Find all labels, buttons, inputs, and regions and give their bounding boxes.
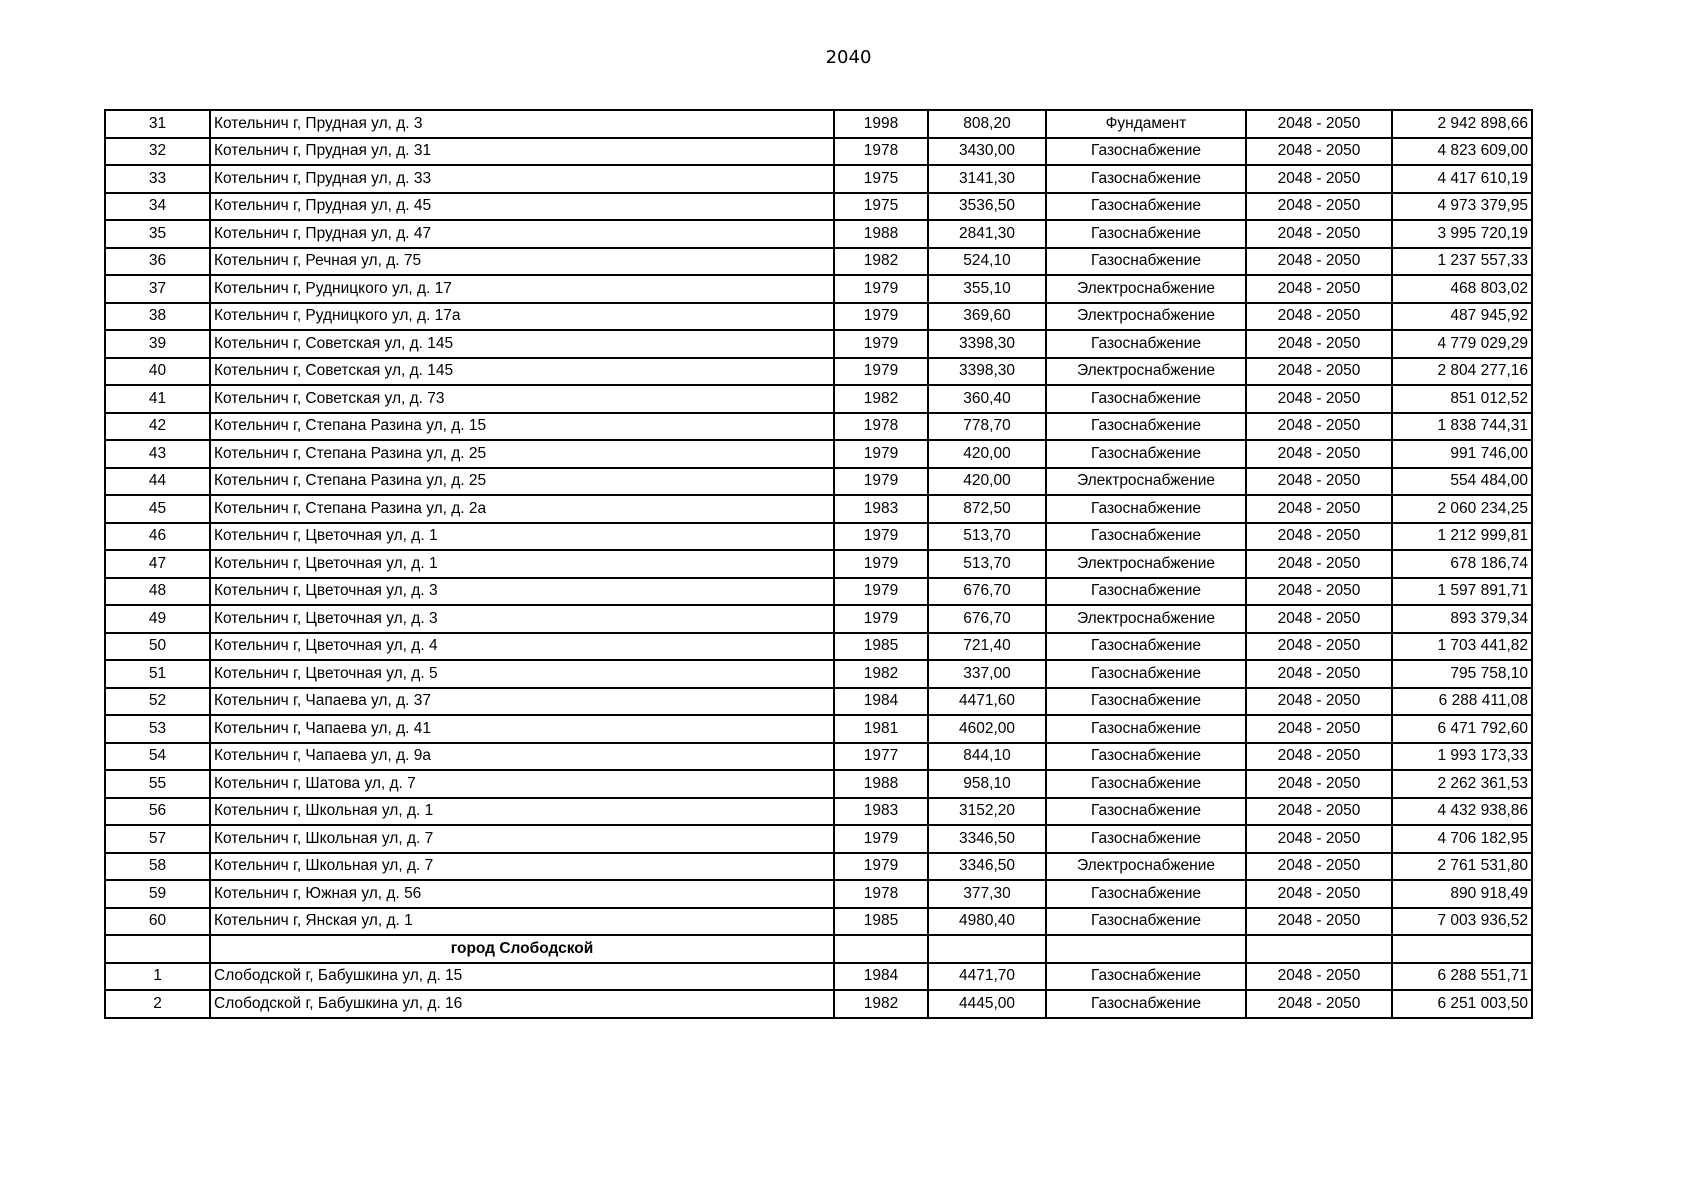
address-cell: Котельнич г, Чапаева ул, д. 41 [210,715,834,743]
table-row [105,275,1532,303]
table-row [105,248,1532,276]
table-row [105,440,1532,468]
period-cell: 2048 - 2050 [1246,275,1392,303]
table-row [105,853,1532,881]
period-cell: 2048 - 2050 [1246,880,1392,908]
cost-cell: 468 803,02 [1392,275,1532,303]
work-type-cell: Электроснабжение [1046,275,1246,303]
row-number-cell: 46 [105,523,210,551]
area-cell: 420,00 [928,468,1046,496]
build-year-cell: 1979 [834,275,928,303]
row-number-cell: 41 [105,385,210,413]
row-number-cell: 36 [105,248,210,276]
period-cell: 2048 - 2050 [1246,633,1392,661]
period-cell: 2048 - 2050 [1246,468,1392,496]
period-cell: 2048 - 2050 [1246,770,1392,798]
period-cell: 2048 - 2050 [1246,550,1392,578]
table-row [105,523,1532,551]
work-type-cell: Газоснабжение [1046,825,1246,853]
area-cell: 778,70 [928,413,1046,441]
area-cell: 676,70 [928,605,1046,633]
work-type-cell: Электроснабжение [1046,303,1246,331]
cost-cell: 4 779 029,29 [1392,330,1532,358]
area-cell: 360,40 [928,385,1046,413]
work-type-cell: Газоснабжение [1046,165,1246,193]
build-year-cell: 1979 [834,605,928,633]
period-cell: 2048 - 2050 [1246,908,1392,936]
build-year-cell: 1975 [834,193,928,221]
page-number: 2040 [825,47,872,68]
build-year-cell: 1979 [834,825,928,853]
row-number-cell: 45 [105,495,210,523]
table-row [105,963,1532,991]
work-type-cell: Газоснабжение [1046,523,1246,551]
address-cell: Котельнич г, Советская ул, д. 145 [210,330,834,358]
period-cell: 2048 - 2050 [1246,715,1392,743]
work-type-cell: Газоснабжение [1046,660,1246,688]
address-cell: Слободской г, Бабушкина ул, д. 16 [210,990,834,1018]
area-cell: 3346,50 [928,825,1046,853]
row-number-cell: 57 [105,825,210,853]
build-year-cell: 1979 [834,358,928,386]
period-cell: 2048 - 2050 [1246,523,1392,551]
address-cell: Слободской г, Бабушкина ул, д. 15 [210,963,834,991]
period-cell: 2048 - 2050 [1246,165,1392,193]
area-cell: 377,30 [928,880,1046,908]
work-type-cell: Газоснабжение [1046,990,1246,1018]
row-number-cell: 43 [105,440,210,468]
registry-table [104,109,1533,1019]
build-year-cell: 1977 [834,743,928,771]
build-year-cell: 1979 [834,523,928,551]
table-row [105,908,1532,936]
cost-cell: 795 758,10 [1392,660,1532,688]
work-type-cell: Газоснабжение [1046,633,1246,661]
work-type-cell: Газоснабжение [1046,330,1246,358]
row-number-cell: 51 [105,660,210,688]
period-cell: 2048 - 2050 [1246,385,1392,413]
area-cell: 2841,30 [928,220,1046,248]
work-type-cell: Газоснабжение [1046,715,1246,743]
address-cell: Котельнич г, Прудная ул, д. 45 [210,193,834,221]
work-type-cell: Газоснабжение [1046,440,1246,468]
area-cell: 513,70 [928,523,1046,551]
cost-cell: 6 288 551,71 [1392,963,1532,991]
table-row [105,578,1532,606]
area-cell: 420,00 [928,440,1046,468]
period-cell: 2048 - 2050 [1246,303,1392,331]
table-row [105,798,1532,826]
cost-cell: 1 212 999,81 [1392,523,1532,551]
build-year-cell: 1982 [834,385,928,413]
area-cell: 3398,30 [928,358,1046,386]
work-type-cell: Газоснабжение [1046,220,1246,248]
build-year-cell: 1979 [834,330,928,358]
build-year-cell: 1988 [834,220,928,248]
work-type-cell: Газоснабжение [1046,413,1246,441]
period-cell: 2048 - 2050 [1246,110,1392,138]
work-type-cell: Газоснабжение [1046,798,1246,826]
area-cell: 337,00 [928,660,1046,688]
period-cell: 2048 - 2050 [1246,688,1392,716]
work-type-cell: Газоснабжение [1046,138,1246,166]
address-cell: Котельнич г, Советская ул, д. 73 [210,385,834,413]
address-cell: Котельнич г, Степана Разина ул, д. 2а [210,495,834,523]
build-year-cell: 1983 [834,798,928,826]
address-cell: Котельнич г, Школьная ул, д. 7 [210,853,834,881]
address-cell: Котельнич г, Чапаева ул, д. 37 [210,688,834,716]
cost-cell: 487 945,92 [1392,303,1532,331]
build-year-cell: 1988 [834,770,928,798]
build-year-cell: 1985 [834,633,928,661]
area-cell: 4471,70 [928,963,1046,991]
table-row [105,165,1532,193]
row-number-cell: 58 [105,853,210,881]
area-cell: 3398,30 [928,330,1046,358]
work-type-cell: Газоснабжение [1046,770,1246,798]
cost-cell: 2 262 361,53 [1392,770,1532,798]
period-cell: 2048 - 2050 [1246,578,1392,606]
address-cell: Котельнич г, Чапаева ул, д. 9а [210,743,834,771]
cost-cell: 1 993 173,33 [1392,743,1532,771]
row-number-cell: 48 [105,578,210,606]
row-number-cell: 52 [105,688,210,716]
row-number-cell: 59 [105,880,210,908]
table-row [105,413,1532,441]
address-cell: Котельнич г, Цветочная ул, д. 1 [210,550,834,578]
table-row [105,138,1532,166]
period-cell: 2048 - 2050 [1246,825,1392,853]
period-cell: 2048 - 2050 [1246,853,1392,881]
row-number-cell: 1 [105,963,210,991]
build-year-cell: 1975 [834,165,928,193]
cost-cell: 7 003 936,52 [1392,908,1532,936]
area-cell: 4602,00 [928,715,1046,743]
cost-cell: 2 804 277,16 [1392,358,1532,386]
build-year-cell: 1982 [834,660,928,688]
work-type-cell: Электроснабжение [1046,468,1246,496]
address-cell: Котельнич г, Янская ул, д. 1 [210,908,834,936]
row-number-cell: 55 [105,770,210,798]
build-year-cell: 1979 [834,303,928,331]
row-number-cell: 54 [105,743,210,771]
work-type-cell: Электроснабжение [1046,550,1246,578]
address-cell: Котельнич г, Степана Разина ул, д. 15 [210,413,834,441]
area-cell: 844,10 [928,743,1046,771]
cost-cell: 6 288 411,08 [1392,688,1532,716]
period-cell: 2048 - 2050 [1246,990,1392,1018]
row-number-cell: 50 [105,633,210,661]
table-row [105,550,1532,578]
row-number-cell: 44 [105,468,210,496]
row-number-cell: 40 [105,358,210,386]
address-cell: Котельнич г, Советская ул, д. 145 [210,358,834,386]
build-year-cell: 1981 [834,715,928,743]
work-type-cell: Электроснабжение [1046,605,1246,633]
row-number-cell: 56 [105,798,210,826]
period-cell: 2048 - 2050 [1246,330,1392,358]
table-row [105,825,1532,853]
address-cell: Котельнич г, Прудная ул, д. 33 [210,165,834,193]
period-cell: 2048 - 2050 [1246,193,1392,221]
row-number-cell: 53 [105,715,210,743]
table-row [105,220,1532,248]
area-cell: 872,50 [928,495,1046,523]
cost-cell: 4 973 379,95 [1392,193,1532,221]
table-row [105,303,1532,331]
address-cell: Котельнич г, Шатова ул, д. 7 [210,770,834,798]
row-number-cell: 32 [105,138,210,166]
address-cell: Котельнич г, Школьная ул, д. 7 [210,825,834,853]
cost-cell: 2 942 898,66 [1392,110,1532,138]
table-row [105,633,1532,661]
address-cell: Котельнич г, Прудная ул, д. 31 [210,138,834,166]
build-year-cell: 1979 [834,853,928,881]
address-cell: Котельнич г, Рудницкого ул, д. 17 [210,275,834,303]
row-number-cell: 39 [105,330,210,358]
address-cell: Котельнич г, Степана Разина ул, д. 25 [210,440,834,468]
cost-cell: 2 761 531,80 [1392,853,1532,881]
table-row [105,468,1532,496]
cost-cell: 1 838 744,31 [1392,413,1532,441]
cost-cell: 678 186,74 [1392,550,1532,578]
work-type-cell: Электроснабжение [1046,853,1246,881]
table-row [105,880,1532,908]
period-cell: 2048 - 2050 [1246,413,1392,441]
row-number-cell: 37 [105,275,210,303]
section-title: город Слободской [210,935,834,963]
area-cell: 3536,50 [928,193,1046,221]
build-year-cell: 1984 [834,688,928,716]
row-number-cell: 33 [105,165,210,193]
row-number-cell: 60 [105,908,210,936]
table-row [105,743,1532,771]
area-cell: 369,60 [928,303,1046,331]
address-cell: Котельнич г, Речная ул, д. 75 [210,248,834,276]
build-year-cell: 1979 [834,440,928,468]
empty-cell [1246,935,1392,963]
work-type-cell: Газоснабжение [1046,248,1246,276]
period-cell: 2048 - 2050 [1246,743,1392,771]
work-type-cell: Электроснабжение [1046,358,1246,386]
build-year-cell: 1979 [834,578,928,606]
table-row [105,330,1532,358]
cost-cell: 2 060 234,25 [1392,495,1532,523]
row-number-cell: 2 [105,990,210,1018]
area-cell: 808,20 [928,110,1046,138]
row-number-cell: 31 [105,110,210,138]
area-cell: 3430,00 [928,138,1046,166]
build-year-cell: 1998 [834,110,928,138]
area-cell: 721,40 [928,633,1046,661]
row-number-cell: 42 [105,413,210,441]
row-number-cell: 38 [105,303,210,331]
cost-cell: 3 995 720,19 [1392,220,1532,248]
build-year-cell: 1982 [834,248,928,276]
work-type-cell: Газоснабжение [1046,495,1246,523]
address-cell: Котельнич г, Цветочная ул, д. 4 [210,633,834,661]
address-cell: Котельнич г, Прудная ул, д. 47 [210,220,834,248]
table-row [105,605,1532,633]
period-cell: 2048 - 2050 [1246,220,1392,248]
period-cell: 2048 - 2050 [1246,138,1392,166]
build-year-cell: 1979 [834,468,928,496]
address-cell: Котельнич г, Степана Разина ул, д. 25 [210,468,834,496]
work-type-cell: Фундамент [1046,110,1246,138]
area-cell: 4445,00 [928,990,1046,1018]
cost-cell: 1 597 891,71 [1392,578,1532,606]
area-cell: 676,70 [928,578,1046,606]
period-cell: 2048 - 2050 [1246,660,1392,688]
area-cell: 3346,50 [928,853,1046,881]
area-cell: 4980,40 [928,908,1046,936]
empty-cell [105,935,210,963]
table-row [105,110,1532,138]
row-number-cell: 34 [105,193,210,221]
work-type-cell: Газоснабжение [1046,193,1246,221]
period-cell: 2048 - 2050 [1246,798,1392,826]
area-cell: 355,10 [928,275,1046,303]
build-year-cell: 1978 [834,413,928,441]
cost-cell: 991 746,00 [1392,440,1532,468]
cost-cell: 554 484,00 [1392,468,1532,496]
work-type-cell: Газоснабжение [1046,963,1246,991]
row-number-cell: 47 [105,550,210,578]
period-cell: 2048 - 2050 [1246,358,1392,386]
table-row [105,193,1532,221]
cost-cell: 1 703 441,82 [1392,633,1532,661]
area-cell: 3152,20 [928,798,1046,826]
table-row [105,660,1532,688]
address-cell: Котельнич г, Цветочная ул, д. 1 [210,523,834,551]
cost-cell: 4 706 182,95 [1392,825,1532,853]
build-year-cell: 1982 [834,990,928,1018]
work-type-cell: Газоснабжение [1046,880,1246,908]
build-year-cell: 1985 [834,908,928,936]
area-cell: 513,70 [928,550,1046,578]
table-row [105,358,1532,386]
row-number-cell: 35 [105,220,210,248]
area-cell: 4471,60 [928,688,1046,716]
period-cell: 2048 - 2050 [1246,963,1392,991]
address-cell: Котельнич г, Рудницкого ул, д. 17а [210,303,834,331]
period-cell: 2048 - 2050 [1246,440,1392,468]
table-row [105,990,1532,1018]
address-cell: Котельнич г, Прудная ул, д. 3 [210,110,834,138]
build-year-cell: 1978 [834,138,928,166]
empty-cell [1392,935,1532,963]
work-type-cell: Газоснабжение [1046,688,1246,716]
cost-cell: 893 379,34 [1392,605,1532,633]
section-header-row [105,935,1532,963]
address-cell: Котельнич г, Цветочная ул, д. 3 [210,605,834,633]
registry-body [105,110,1532,1018]
table-row [105,385,1532,413]
table-row [105,688,1532,716]
table-row [105,495,1532,523]
period-cell: 2048 - 2050 [1246,605,1392,633]
cost-cell: 851 012,52 [1392,385,1532,413]
address-cell: Котельнич г, Цветочная ул, д. 5 [210,660,834,688]
table-row [105,770,1532,798]
cost-cell: 890 918,49 [1392,880,1532,908]
row-number-cell: 49 [105,605,210,633]
cost-cell: 6 251 003,50 [1392,990,1532,1018]
address-cell: Котельнич г, Южная ул, д. 56 [210,880,834,908]
empty-cell [834,935,928,963]
build-year-cell: 1979 [834,550,928,578]
area-cell: 524,10 [928,248,1046,276]
cost-cell: 4 432 938,86 [1392,798,1532,826]
period-cell: 2048 - 2050 [1246,495,1392,523]
work-type-cell: Газоснабжение [1046,743,1246,771]
build-year-cell: 1984 [834,963,928,991]
table-row [105,715,1532,743]
cost-cell: 4 417 610,19 [1392,165,1532,193]
period-cell: 2048 - 2050 [1246,248,1392,276]
address-cell: Котельнич г, Школьная ул, д. 1 [210,798,834,826]
empty-cell [1046,935,1246,963]
build-year-cell: 1983 [834,495,928,523]
cost-cell: 4 823 609,00 [1392,138,1532,166]
address-cell: Котельнич г, Цветочная ул, д. 3 [210,578,834,606]
area-cell: 3141,30 [928,165,1046,193]
build-year-cell: 1978 [834,880,928,908]
area-cell: 958,10 [928,770,1046,798]
empty-cell [928,935,1046,963]
cost-cell: 1 237 557,33 [1392,248,1532,276]
work-type-cell: Газоснабжение [1046,578,1246,606]
work-type-cell: Газоснабжение [1046,908,1246,936]
cost-cell: 6 471 792,60 [1392,715,1532,743]
work-type-cell: Газоснабжение [1046,385,1246,413]
